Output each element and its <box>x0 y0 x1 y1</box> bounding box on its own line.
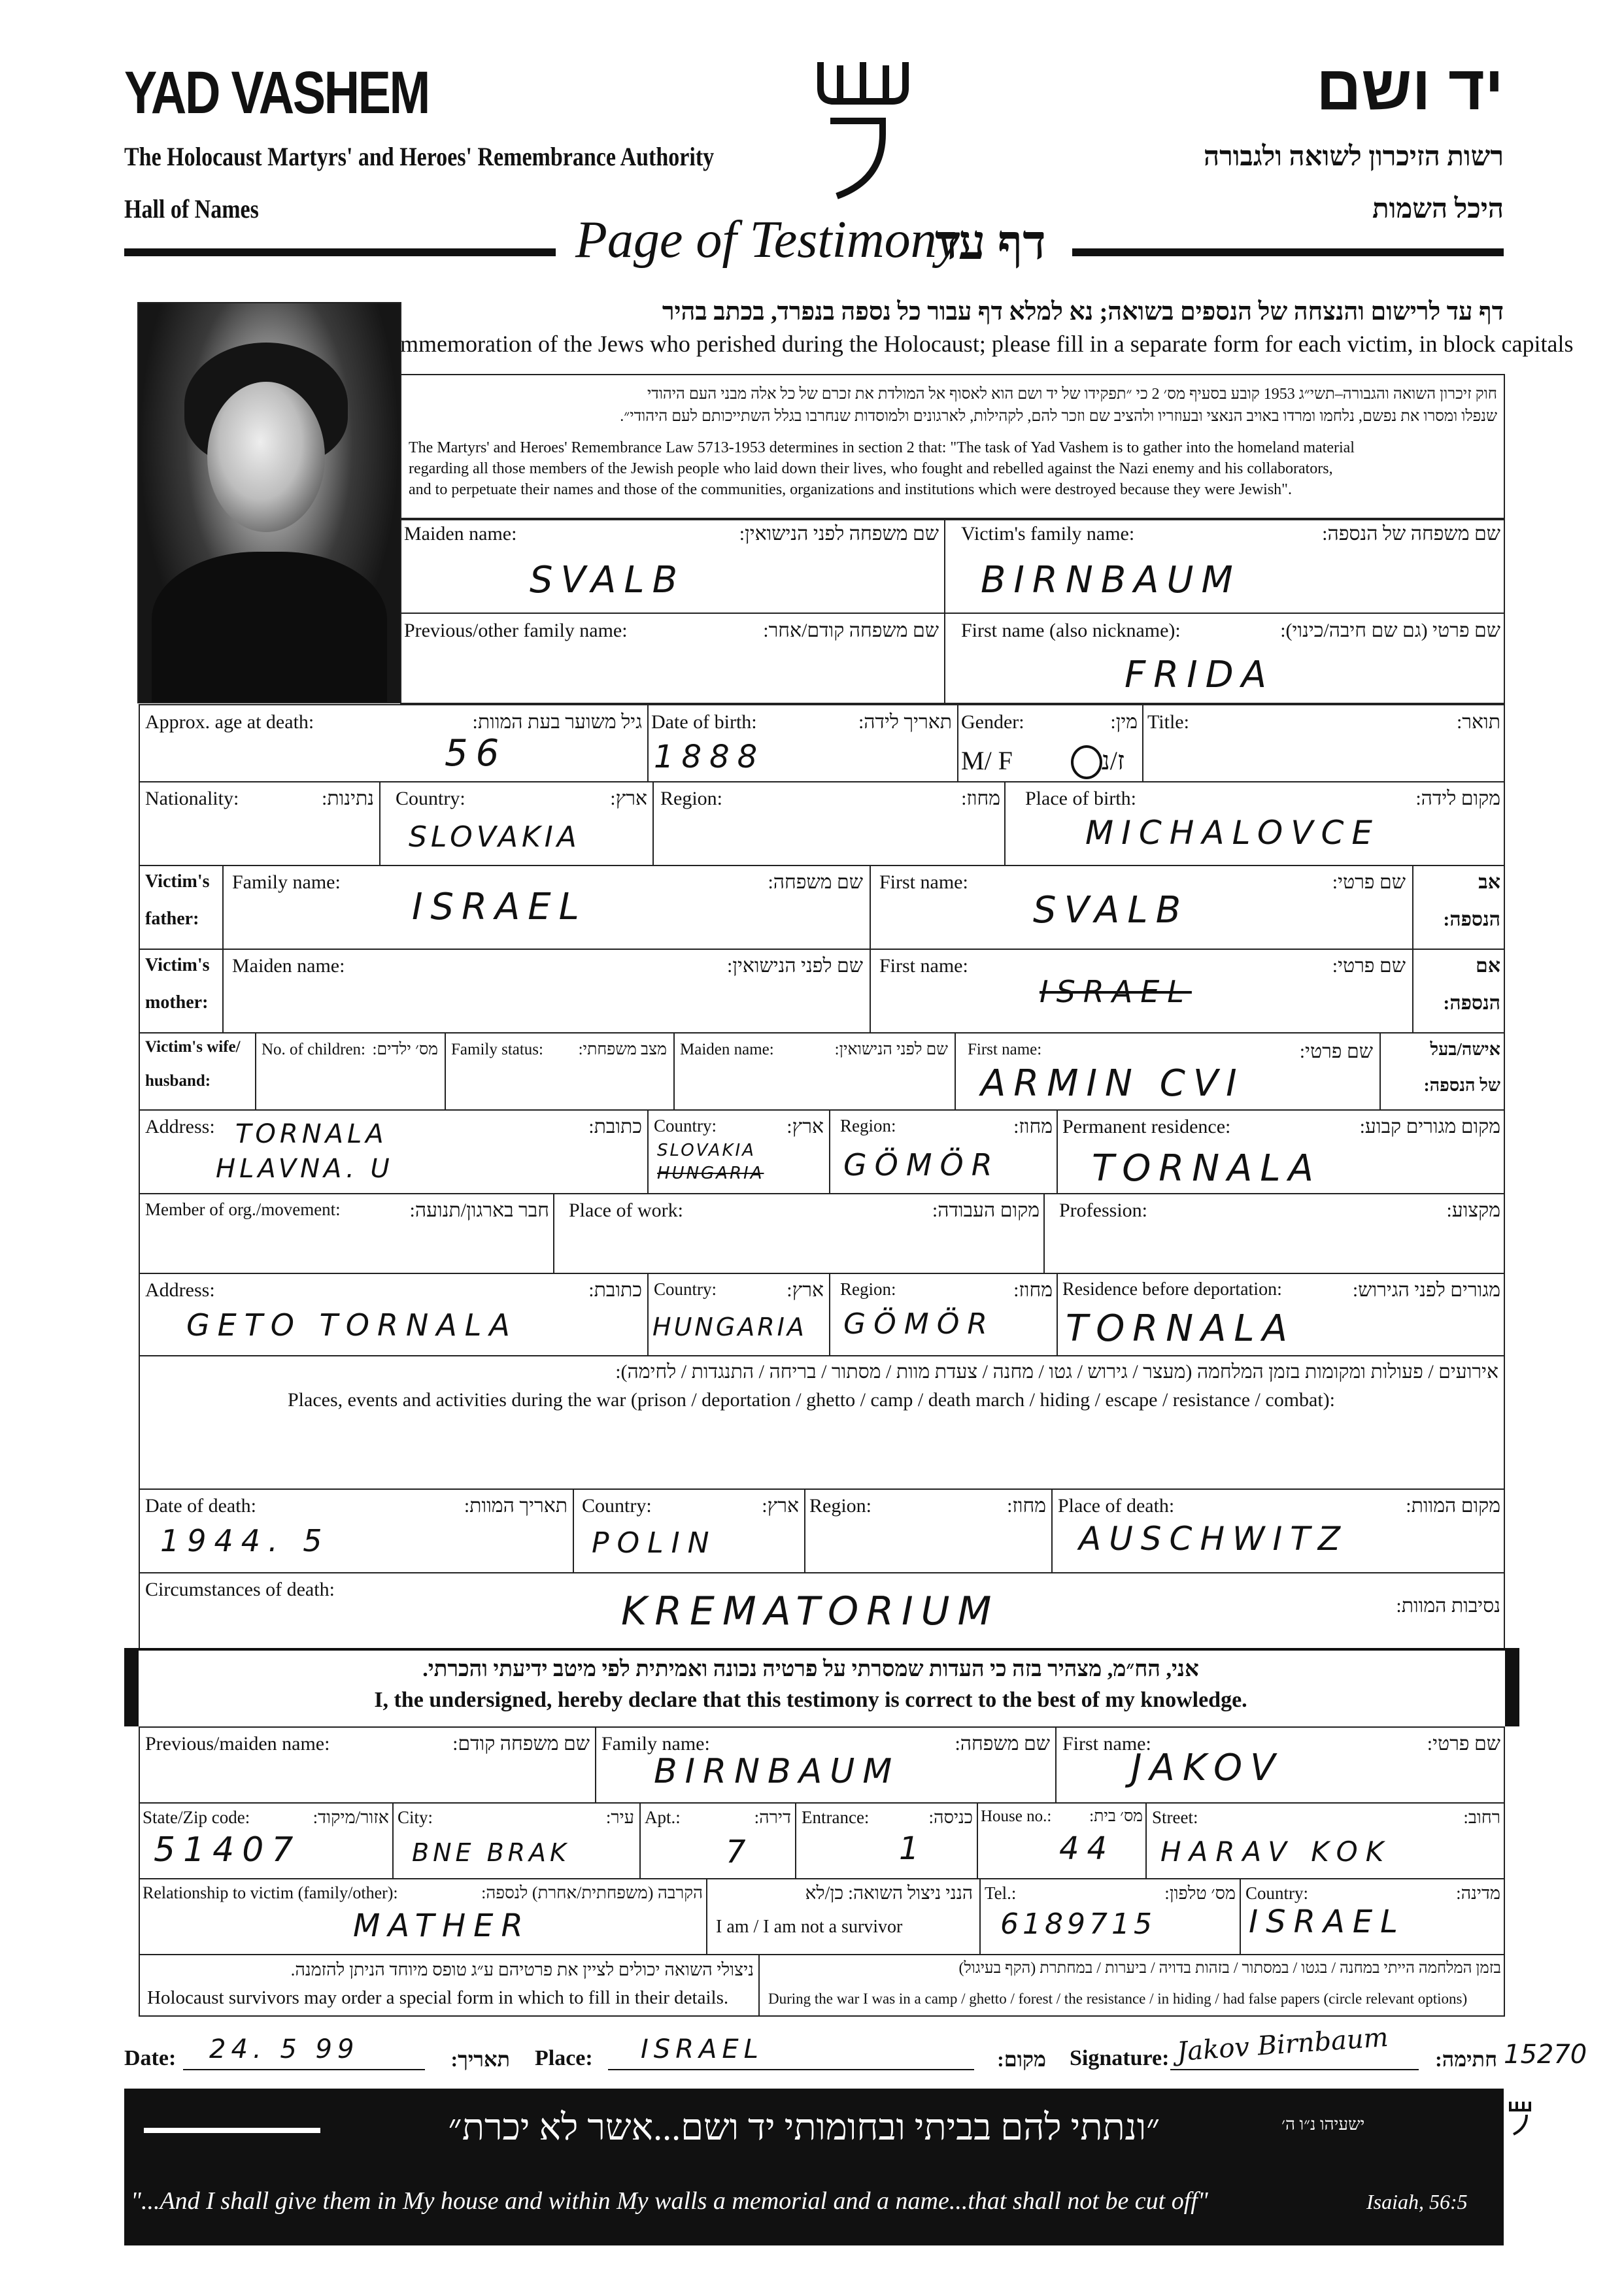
yad-vashem-logo <box>811 56 915 206</box>
relationship-value: MATHER <box>353 1908 531 1944</box>
father-family-label: Family name: <box>232 871 341 893</box>
spouse-first-label: First name: <box>968 1041 1042 1058</box>
gender-options-he: ז/נ <box>1101 746 1125 775</box>
country-value-2b: HUNGARIA <box>657 1164 764 1183</box>
street-label: Street: <box>1152 1807 1198 1827</box>
spouse-maiden-label: Maiden name: <box>680 1041 774 1058</box>
events-label: Places, events and activities during the war (prison / deportation / ghetto / camp / death march / hiding / escape / resistance / combat): <box>288 1389 1336 1411</box>
apt-label: Apt.: <box>645 1807 681 1827</box>
org-name-he: יד ושם <box>1316 53 1504 123</box>
place-of-work-label-he: מקום העבודה: <box>932 1200 1040 1221</box>
place-of-birth-label-he: מקום לידה: <box>1415 788 1500 809</box>
residence-before-deportation-value: TORNALA <box>1066 1307 1295 1350</box>
authority-name-he: רשות הזיכרון לשואה ולגבורה <box>1203 142 1504 172</box>
witness-prev-name-label: Previous/maiden name: <box>145 1733 330 1755</box>
date-of-death-label: Date of death: <box>145 1495 256 1517</box>
region-label-3: Region: <box>840 1279 896 1299</box>
zip-value: 51407 <box>154 1830 301 1870</box>
permanent-residence-label-he: מקום מגורים קבוע: <box>1359 1116 1500 1137</box>
circumstances-value: KREMATORIUM <box>621 1588 1000 1634</box>
dob-value: 1888 <box>654 739 766 775</box>
father-first-value[interactable]: SVALB <box>1033 889 1189 932</box>
signature-label: Signature: <box>1070 2046 1170 2070</box>
footer-logo-icon <box>1507 2098 1533 2138</box>
region-label-he-2: מחוז: <box>1013 1116 1053 1137</box>
mother-first-label: First name: <box>879 955 968 977</box>
place-label-he: מקום: <box>997 2047 1046 2071</box>
dob-label-he: תאריך לידה: <box>858 711 952 733</box>
apt-value: 7 <box>726 1834 754 1870</box>
spouse-first-label-he: שם פרטי: <box>1299 1041 1373 1062</box>
house-no-label: House no.: <box>981 1807 1052 1825</box>
place-of-death-label: Place of death: <box>1058 1495 1175 1517</box>
law-en-2: regarding all those members of the Jewish people who laid down their lives, who fought and rebelled against the Nazi enemy and his collaborators, <box>409 460 1333 477</box>
place-label: Place: <box>535 2046 593 2070</box>
country-value: SLOVAKIA <box>409 820 581 854</box>
mother-label-he-1: אם <box>1476 955 1500 977</box>
witness-first-label: First name: <box>1062 1733 1151 1755</box>
war-location-label-he: בזמן המלחמה הייתי במחנה / בגטו / במסתור / בזהות בדויה / ביערות / במחתרת (הקף בעיגול) <box>958 1960 1501 1977</box>
age-value: 56 <box>445 732 507 775</box>
declaration-he: אני, הח״מ, מצהיר בזה כי העדות שמסרתי על פרטיה נכונה ואמיתית לפי מיטב ידיעתי והכרתי. <box>422 1657 1199 1681</box>
father-family-label-he: שם משפחה: <box>768 871 863 893</box>
nationality-label-he: נתינות: <box>322 788 374 809</box>
spouse-label-1: Victim's wife/ <box>145 1038 241 1056</box>
victim-photo <box>137 302 401 703</box>
intro-he: דף עד לרישום והנצחה של הנספים בשואה; נא למלא דף עבור כל נספה בנפרד, בכתב בהיר <box>662 298 1504 326</box>
address-label-2: Address: <box>145 1279 215 1301</box>
region-label-he-3: מחוז: <box>1013 1279 1053 1301</box>
country-label-he-3: ארץ: <box>787 1279 824 1301</box>
zip-label: State/Zip code: <box>143 1807 250 1827</box>
house-no-value: 44 <box>1059 1830 1115 1867</box>
survivors-note-en: Holocaust survivors may order a special form in which to fill in their details. <box>147 1987 729 2008</box>
country-label-3: Country: <box>654 1279 717 1299</box>
apt-label-he: דירה: <box>754 1807 791 1827</box>
place-of-death-value: AUSCHWITZ <box>1079 1520 1349 1558</box>
region-label: Region: <box>660 788 722 809</box>
entrance-label: Entrance: <box>802 1807 870 1827</box>
place-value[interactable]: ISRAEL <box>641 2034 764 2064</box>
family-name-label-he: שם משפחה של הנספה: <box>1322 523 1500 545</box>
intro-en: mmemoration of the Jews who perished during the Holocaust; please fill in a separate form for each victim, in block capitals <box>400 331 1574 357</box>
signature-label-he: חתימה: <box>1435 2047 1497 2071</box>
spouse-first-value[interactable]: ARMIN CVI <box>981 1062 1245 1105</box>
relationship-label: Relationship to victim (family/other): <box>143 1883 398 1902</box>
permanent-residence-value: TORNALA <box>1092 1147 1321 1190</box>
circumstances-label: Circumstances of death: <box>145 1579 335 1600</box>
witness-first-label-he: שם פרטי: <box>1427 1733 1500 1755</box>
date-label-he: תאריך: <box>450 2047 510 2071</box>
mother-first-label-he: שם פרטי: <box>1332 955 1406 977</box>
gender-label: Gender: <box>961 711 1024 733</box>
death-region-label-he: מחוז: <box>1007 1495 1046 1517</box>
law-en-3: and to perpetuate their names and those of the communities, organizations and institutions which were destroyed because they were Jewish". <box>409 481 1292 498</box>
witness-country-label: Country: <box>1245 1883 1309 1903</box>
footer-quote-en: "...And I shall give them in My house and within My walls a memorial and a name...that shall not be cut off" <box>131 2187 1208 2215</box>
signature-value[interactable]: Jakov Birnbaum <box>1176 2022 1389 2068</box>
mother-maiden-label: Maiden name: <box>232 955 345 977</box>
declaration-en: I, the undersigned, hereby declare that this testimony is correct to the best of my knowledge. <box>374 1688 1247 1712</box>
region-label-2: Region: <box>840 1116 896 1135</box>
maiden-name-label-he: שם משפחה לפני הנישואין: <box>739 523 939 545</box>
father-family-value[interactable]: ISRAEL <box>412 886 587 928</box>
footer-ref-en: Isaiah, 56:5 <box>1366 2190 1468 2213</box>
death-country-value: POLIN <box>592 1526 717 1560</box>
father-label-2: father: <box>145 909 199 929</box>
age-label: Approx. age at death: <box>145 711 314 733</box>
father-label-1: Victim's <box>145 871 210 892</box>
org-name-en: YAD VASHEM <box>124 59 429 126</box>
witness-first-value: JAKOV <box>1131 1747 1283 1789</box>
events-label-he: אירועים / פעולות ומקומות בזמן המלחמה (מעצר / גירוש / גטו / מחנה / צעדת מוות / מסתור / בריחה / התנגדות / לחימה): <box>615 1361 1498 1383</box>
witness-prev-name-label-he: שם משפחה קודם: <box>452 1733 590 1755</box>
mother-first-value[interactable]: ISRAEL <box>1040 974 1192 1009</box>
family-name-label: Victim's family name: <box>961 523 1135 545</box>
circumstances-label-he: נסיבות המוות: <box>1396 1595 1500 1617</box>
spouse-label-2: husband: <box>145 1072 211 1090</box>
date-label: Date: <box>124 2046 177 2070</box>
gender-options: M/ F <box>961 746 1013 775</box>
country-value-2a: SLOVAKIA <box>657 1141 756 1160</box>
member-label: Member of org./movement: <box>145 1200 341 1219</box>
place-of-work-label: Place of work: <box>569 1200 683 1221</box>
city-label: City: <box>398 1807 433 1827</box>
maiden-name-value: SVALB <box>530 559 685 601</box>
country-label-he-2: ארץ: <box>787 1116 824 1137</box>
address-value-2: HLAVNA. U <box>216 1154 394 1184</box>
address-label-he: כתובת: <box>588 1116 642 1137</box>
profession-label: Profession: <box>1059 1200 1147 1221</box>
gender-label-he: מין: <box>1110 711 1138 733</box>
street-label-he: רחוב: <box>1463 1807 1500 1827</box>
house-no-label-he: מס׳ בית: <box>1089 1807 1143 1825</box>
family-name-value: BIRNBAUM <box>981 559 1241 601</box>
law-he-1: חוק זיכרון השואה והגבורה–תשי״ג 1953 קובע בסעיף מס׳ 2 כי ״תפקידו של יד ושם הוא לאסוף אל המולדת את זכרם של כל אלה מבני העם היהודי <box>647 386 1497 403</box>
mother-maiden-label-he: שם לפני הנישואין: <box>727 955 863 977</box>
father-first-label: First name: <box>879 871 968 893</box>
death-country-label: Country: <box>582 1495 652 1517</box>
mother-label-2: mother: <box>145 992 209 1013</box>
age-label-he: גיל משוער בעת המוות: <box>472 711 642 733</box>
date-of-death-label-he: תאריך המוות: <box>464 1495 567 1517</box>
zip-label-he: אזור/מיקוד: <box>313 1807 389 1827</box>
residence-before-deportation-label-he: מגורים לפני הגירוש: <box>1352 1279 1500 1301</box>
title-label: Title: <box>1147 711 1189 733</box>
hall-name-en: Hall of Names <box>124 194 259 224</box>
relationship-label-he: הקרבה (משפחתית/אחרת) לנספה: <box>481 1883 703 1902</box>
spouse-label-he-1: אישה/בעל <box>1430 1039 1500 1059</box>
death-country-label-he: ארץ: <box>762 1495 799 1517</box>
law-en-1: The Martyrs' and Heroes' Remembrance Law 5713-1953 determines in section 2 that: "The task of Yad Vashem is to gather into the homeland material <box>409 439 1355 456</box>
footer-quote-he: ״ונתתי להם בביתי ובחומותי יד ושם...אשר לא יכרת״ <box>448 2108 1160 2148</box>
date-value[interactable]: 24. 5 99 <box>209 2034 360 2064</box>
region-label-he: מחוז: <box>961 788 1000 809</box>
children-label-he: מס׳ ילדים: <box>372 1041 438 1058</box>
date-of-death-value: 1944. 5 <box>160 1523 330 1558</box>
children-label: No. of children: <box>262 1041 365 1058</box>
spouse-maiden-label-he: שם לפני הנישואין: <box>834 1041 948 1058</box>
country-label: Country: <box>396 788 465 809</box>
tel-label: Tel.: <box>985 1883 1017 1903</box>
war-location-label: During the war I was in a camp / ghetto / forest / the resistance / in hiding / had false papers (circle relevant options) <box>768 1991 1468 2007</box>
title-label-he: תואר: <box>1456 711 1500 733</box>
profession-label-he: מקצוע: <box>1446 1200 1500 1221</box>
survivor-label: I am / I am not a survivor <box>716 1917 903 1937</box>
place-of-death-label-he: מקום המוות: <box>1406 1495 1500 1517</box>
country-label-2: Country: <box>654 1116 717 1135</box>
hall-name-he: היכל השמות <box>1372 194 1504 224</box>
country-label-he: ארץ: <box>610 788 647 809</box>
law-he-2: שנפלו ומסרו את נפשם, נלחמו ומרדו באויב הנאצי ובעוזריו ולהציב שם וזכר להם, לקהילות, לארגונים ולמוסדות שנחרבו בגלל השתייכותם לעם היהודי״. <box>620 408 1497 425</box>
father-label-he-1: אב <box>1478 871 1500 893</box>
spouse-label-he-2: של הנספה: <box>1423 1075 1500 1095</box>
survivors-note-he: ניצולי השואה יכולים לציין את פרטיהם ע״ג טופס מיוחד הניתן להזמנה. <box>290 1960 754 1979</box>
father-first-label-he: שם פרטי: <box>1332 871 1406 893</box>
entrance-value: 1 <box>899 1830 927 1867</box>
father-label-he-2: הנספה: <box>1443 909 1500 930</box>
previous-name-label: Previous/other family name: <box>404 620 628 641</box>
first-name-label-he: שם פרטי (גם שם חיבה/כינוי): <box>1280 620 1500 641</box>
address-value-1: TORNALA <box>235 1119 388 1149</box>
maiden-name-label: Maiden name: <box>404 523 517 545</box>
city-value: BNE BRAK <box>412 1838 570 1867</box>
witness-country-label-he: מדינה: <box>1456 1883 1500 1903</box>
gender-circle-mark <box>1071 745 1102 779</box>
mother-label-1: Victim's <box>145 955 210 975</box>
witness-family-label-he: שם משפחה: <box>955 1733 1050 1755</box>
place-of-birth-label: Place of birth: <box>1025 788 1136 809</box>
mother-label-he-2: הנספה: <box>1443 992 1500 1014</box>
address-value-3: GETO TORNALA <box>186 1307 518 1343</box>
region-value-2: GÖMÖR <box>843 1147 1000 1183</box>
permanent-residence-label: Permanent residence: <box>1062 1116 1231 1137</box>
tel-value: 6189715 <box>1000 1908 1156 1941</box>
form-title-he: דף עד <box>935 216 1046 270</box>
page-number: 15270 <box>1504 2040 1587 2070</box>
family-status-label-he: מצב משפחתי: <box>578 1041 667 1058</box>
tel-label-he: מס׳ טלפון: <box>1164 1883 1236 1903</box>
footer-ref-he: ישעיהו נ״ו ה׳ <box>1281 2115 1365 2134</box>
entrance-label-he: כניסה: <box>928 1807 973 1827</box>
death-region-label: Region: <box>809 1495 871 1517</box>
place-of-birth-value: MICHALOVCE <box>1085 814 1380 852</box>
witness-family-label: Family name: <box>601 1733 710 1755</box>
form-title-en: Page of Testimony <box>575 211 960 269</box>
nationality-label: Nationality: <box>145 788 239 809</box>
residence-before-deportation-label: Residence before deportation: <box>1062 1279 1282 1300</box>
member-label-he: חבר בארגון/תנועה: <box>409 1200 549 1221</box>
first-name-label: First name (also nickname): <box>961 620 1181 641</box>
address-label: Address: <box>145 1116 215 1137</box>
authority-name-en: The Holocaust Martyrs' and Heroes' Remembrance Authority <box>124 142 715 171</box>
region-value-3: GÖMÖR <box>843 1307 995 1341</box>
dob-label: Date of birth: <box>651 711 757 733</box>
header-rule-right <box>1072 248 1504 256</box>
witness-family-value: BIRNBAUM <box>654 1752 900 1791</box>
address-label-he-2: כתובת: <box>588 1279 642 1301</box>
city-label-he: עיר: <box>605 1807 634 1827</box>
footer-banner <box>124 2089 1504 2245</box>
street-value: HARAV KOK <box>1160 1836 1392 1868</box>
previous-name-label-he: שם משפחה קודם/אחר: <box>763 620 939 641</box>
first-name-value: FRIDA <box>1125 654 1275 696</box>
witness-country-value: ISRAEL <box>1249 1904 1406 1940</box>
family-status-label: Family status: <box>451 1041 543 1058</box>
country-value-3: HUNGARIA <box>652 1313 807 1341</box>
header-rule-left <box>124 248 556 256</box>
survivor-label-he: הנני ניצול השואה: כן/לא <box>805 1883 973 1904</box>
